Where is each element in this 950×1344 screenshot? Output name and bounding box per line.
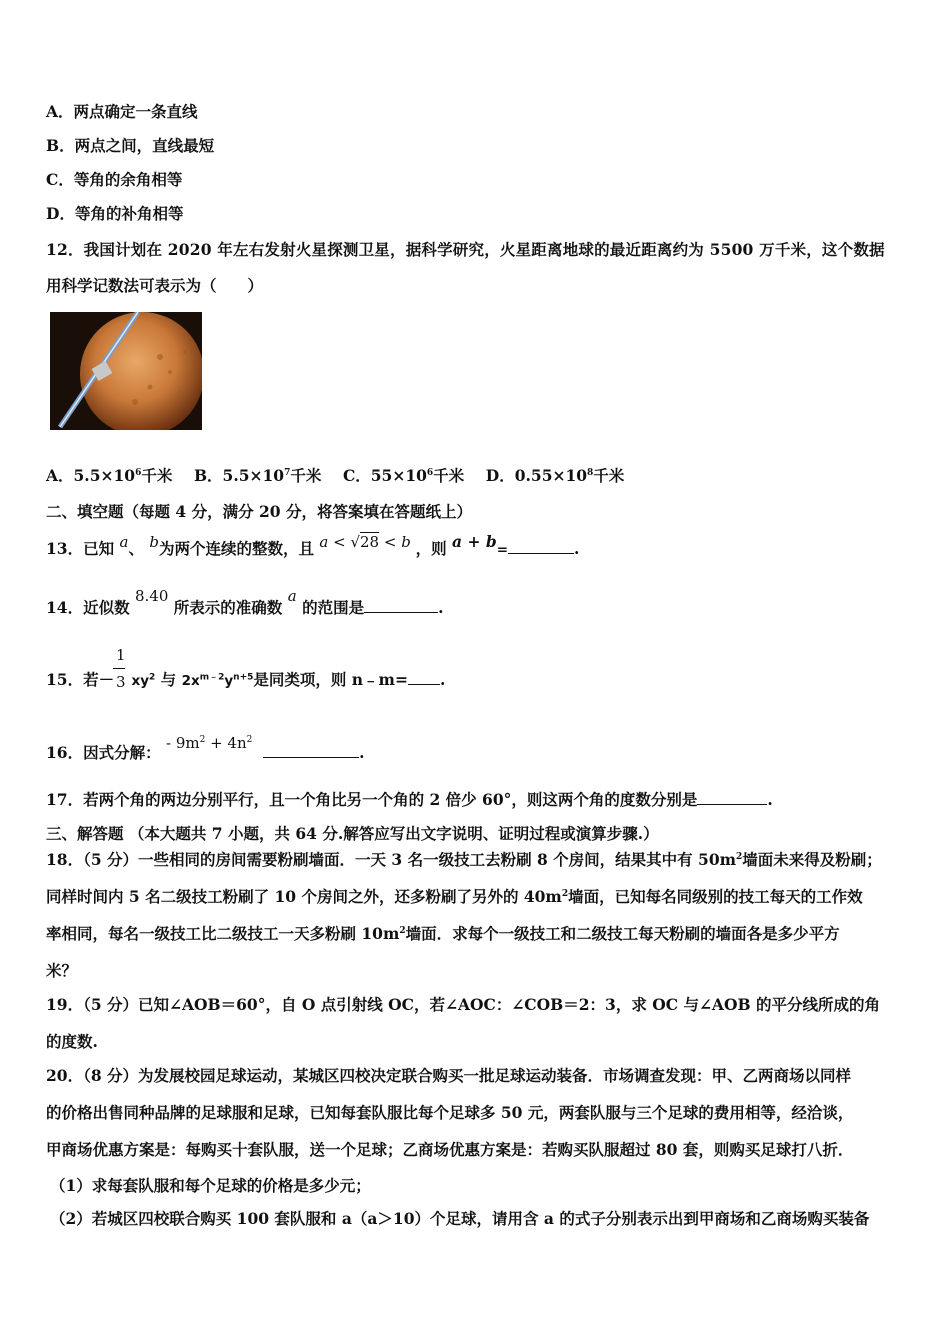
question-17: 17．若两个角的两边分别平行，且一个角比另一个角的 2 倍少 60°，则这两个角的度数分别是 . bbox=[46, 790, 773, 809]
q15-fraction-denominator: 3 bbox=[116, 673, 126, 691]
question-18-line2: 同样时间内 5 名二级技工粉刷了 10 个房间之外，还多粉刷了另外的 $40m^2$墙面，已知每名同级别的技工每天的工作效 bbox=[46, 887, 863, 906]
option-b: B．两点之间，直线最短 bbox=[46, 136, 215, 155]
question-16: 16．因式分解： - $9m^2 + 4n^2$ . bbox=[46, 734, 365, 762]
option-b-value: B．$5.5\times 10^7$千米 bbox=[193, 466, 322, 485]
option-a: A．两点确定一条直线 bbox=[46, 102, 198, 121]
question-18-line1: 18．（5 分）一些相同的房间需要粉刷墙面．一天 3 名一级技工去粉刷 8 个房间，结果其中有 $50m^2$墙面未来得及粉刷； bbox=[46, 850, 882, 869]
question-18-line3: 率相同，每名一级技工比二级技工一天多粉刷 $10m^2$墙面．求每个一级技工和二级技工每天粉刷的墙面各是多少平方 bbox=[46, 924, 840, 943]
q15-fraction-bar bbox=[113, 668, 125, 669]
mars-illustration bbox=[50, 312, 202, 430]
option-d-value: D．$0.55\times 10^8$千米 bbox=[485, 466, 625, 485]
section-3-title: 三、解答题 （本大题共 7 小题，共 64 分.解答应写出文字说明、证明过程或演算步骤.） bbox=[46, 824, 659, 843]
option-c: C．等角的余角相等 bbox=[46, 170, 183, 189]
q15-fraction-numerator: 1 bbox=[116, 646, 126, 664]
question-12-line1: 12．我国计划在 2020 年左右发射火星探测卫星，据科学研究，火星距离地球的最近距离约为 5500 万千米，这个数据 bbox=[46, 240, 885, 259]
question-14: 14．近似数 8.40 所表示的准确数 a 的范围是 . bbox=[46, 587, 444, 617]
question-18-line4: 米？ bbox=[46, 961, 78, 980]
option-c-value: C．$55\times 10^6$千米 bbox=[342, 466, 465, 485]
question-13: 13．已知 a、 b为两个连续的整数，且 a < √28 < b ，则 a + b= . bbox=[46, 532, 580, 558]
question-19-line1: 19．（5 分）已知∠AOB＝60°，自 O 点引射线 OC，若∠AOC：∠COB＝2：3，求 OC 与∠AOB 的平分线所成的角 bbox=[46, 995, 880, 1014]
question-12-options bbox=[46, 466, 624, 486]
question-19-line2: 的度数. bbox=[46, 1032, 98, 1051]
option-d: D．等角的补角相等 bbox=[46, 204, 184, 223]
question-20-sub2: （2）若城区四校联合购买 100 套队服和 a（a＞10）个足球，请用含 a 的式子分别表示出到甲商场和乙商场购买装备 bbox=[50, 1209, 870, 1228]
question-15: 15．若－ $xy^2$ 与 $2x^{m﹣2}y^{n+5}$是同类项，则 n﹣m= . bbox=[46, 670, 446, 689]
option-a-value: A．$5.5\times 10^6$千米 bbox=[46, 466, 173, 485]
question-20-line3: 甲商场优惠方案是：每购买十套队服，送一个足球；乙商场优惠方案是：若购买队服超过 80 套，则购买足球打八折． bbox=[46, 1140, 854, 1159]
question-20-line2: 的价格出售同种品牌的足球服和足球，已知每套队服比每个足球多 50 元，两套队服与三个足球的费用相等，经洽谈， bbox=[46, 1103, 854, 1122]
question-20-sub1: （1）求每套队服和每个足球的价格是多少元； bbox=[50, 1176, 371, 1195]
question-20-line1: 20．（8 分）为发展校园足球运动，某城区四校决定联合购买一批足球运动装备．市场调查发现：甲、乙两商场以同样 bbox=[46, 1066, 852, 1085]
mars-probe-image bbox=[50, 312, 202, 430]
section-2-title: 二、填空题（每题 4 分，满分 20 分，将答案填在答题纸上） bbox=[46, 502, 472, 521]
question-12-line2: 用科学记数法可表示为（ ） bbox=[46, 276, 264, 295]
